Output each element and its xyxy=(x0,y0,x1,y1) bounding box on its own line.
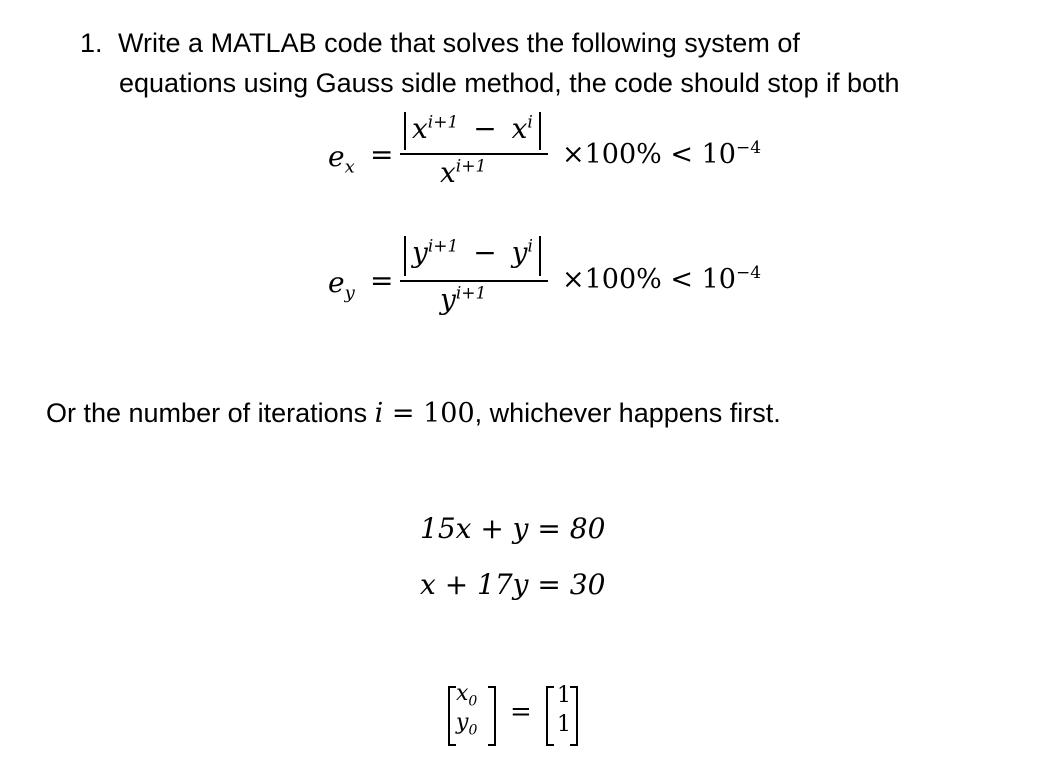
iterations-post: , whichever happens first. xyxy=(474,398,781,428)
ey-fraction-bar xyxy=(400,280,548,282)
ey-numerator: $y^{i+1} - y^i$ xyxy=(412,236,533,269)
problem-text-2: equations using Gauss sidle method, the code should stop if both xyxy=(119,68,900,98)
initial-left-bracket-open xyxy=(448,686,456,746)
ex-equals: = xyxy=(370,138,394,171)
problem-line-1 xyxy=(80,26,800,60)
ey-abs-right xyxy=(539,236,541,276)
ex-tail: $\times 100\% < 10^{-4}$ xyxy=(562,138,762,170)
system-equation-2: x + 17y = 30 xyxy=(420,568,606,601)
ex-numerator: $x^{i+1} - x^i$ xyxy=(412,112,533,145)
ey-equals: = xyxy=(370,264,394,297)
initial-x0: $x_0$ xyxy=(456,681,478,710)
iterations-eq: = 100 xyxy=(383,398,475,429)
ey-tail: $\times 100\% < 10^{-4}$ xyxy=(562,263,762,295)
ex-abs-left xyxy=(404,112,406,150)
iterations-line xyxy=(46,396,781,431)
ey-denominator: $y^{i+1}$ xyxy=(440,283,487,316)
ex-fraction-bar xyxy=(400,153,548,155)
initial-left-bracket-close xyxy=(488,686,496,746)
problem-line-2 xyxy=(119,66,900,100)
initial-right-bracket-open xyxy=(546,686,554,746)
problem-text-1: Write a MATLAB code that solves the following system of xyxy=(118,28,800,58)
initial-y0: $y_0$ xyxy=(456,710,478,739)
ey-abs-left xyxy=(404,236,406,276)
system-equation-1: 15x + y = 80 xyxy=(420,512,606,545)
iterations-pre: Or the number of iterations xyxy=(46,398,375,428)
initial-equals: = xyxy=(510,697,532,727)
initial-v2: 1 xyxy=(557,712,571,737)
initial-v1: 1 xyxy=(557,683,571,708)
ex-abs-right xyxy=(539,112,541,150)
iterations-var: i xyxy=(374,398,384,429)
problem-number: 1. xyxy=(80,28,103,58)
ey-lhs: $e_y$ xyxy=(328,266,355,304)
ex-denominator: $x^{i+1}$ xyxy=(440,156,487,189)
initial-right-bracket-close xyxy=(570,686,578,746)
ex-lhs: $e_x$ xyxy=(328,140,355,178)
